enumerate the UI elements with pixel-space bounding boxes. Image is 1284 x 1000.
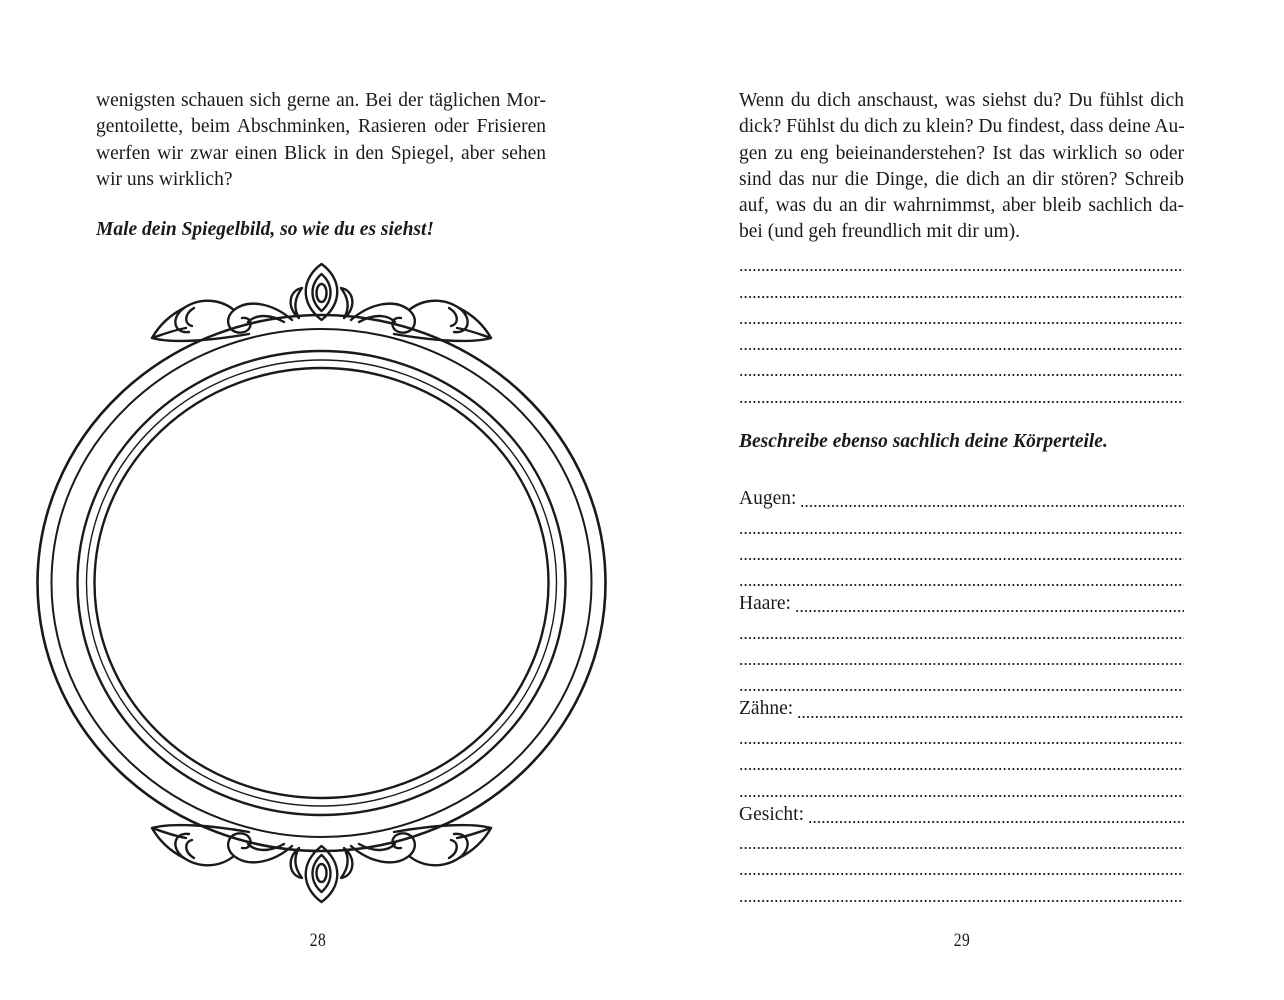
writing-line[interactable]: [739, 565, 1184, 591]
writing-line[interactable]: [739, 539, 1184, 565]
drawing-instruction: Male dein Spiegelbild, so wie du es siehst!: [96, 219, 435, 240]
writing-line[interactable]: [739, 617, 1184, 643]
eyes-field[interactable]: [739, 486, 1184, 512]
paragraph-line: wenigsten schauen sich gerne an. Bei der täglichen Mor-: [96, 90, 546, 111]
paragraph-line: Wenn du dich anschaust, was siehst du? Du fühlst dich: [739, 90, 1184, 111]
paragraph-line: bei (und geh freundlich mit dir um).: [739, 221, 1021, 243]
right-paragraph: [739, 88, 1184, 246]
teeth-label: Zähne:: [739, 698, 794, 720]
writing-line[interactable]: [739, 775, 1184, 801]
writing-line[interactable]: [739, 355, 1184, 381]
writing-line[interactable]: [739, 381, 1184, 407]
hair-label: Haare:: [739, 593, 791, 615]
paragraph-line: auf, was du an dir wahrnimmst, aber bleib sachlich da-: [739, 195, 1184, 217]
paragraph-line: wir uns wirklich?: [96, 168, 233, 190]
left-paragraph: [96, 88, 546, 193]
writing-line[interactable]: [739, 880, 1184, 906]
mirror-frame-illustration: [34, 258, 609, 908]
writing-line[interactable]: [739, 723, 1184, 749]
face-field[interactable]: [739, 802, 1184, 828]
describe-instruction: Beschreibe ebenso sachlich deine Körperteile.: [739, 431, 1108, 452]
face-label: Gesicht:: [739, 803, 804, 825]
writing-line[interactable]: [739, 250, 1184, 276]
hair-field[interactable]: [739, 591, 1184, 617]
paragraph-line: werfen wir zwar einen Blick in den Spiegel, aber sehen: [96, 142, 546, 164]
writing-line[interactable]: [739, 276, 1184, 302]
writing-line[interactable]: [739, 854, 1184, 880]
paragraph-line: gentoilette, beim Abschminken, Rasieren oder Frisieren: [96, 116, 546, 138]
writing-line[interactable]: [739, 670, 1184, 696]
eyes-label: Augen:: [739, 488, 797, 509]
right-page: [642, 0, 1284, 1000]
paragraph-line: sind das nur die Dinge, die dich an dir stören? Schreib: [739, 168, 1184, 190]
writing-lines-general: [739, 250, 1184, 408]
writing-line[interactable]: [739, 749, 1184, 775]
writing-line[interactable]: [739, 512, 1184, 538]
paragraph-line: dick? Fühlst du dich zu klein? Du findest, dass deine Au-: [739, 116, 1185, 138]
writing-lines-body-parts: [739, 486, 1184, 907]
page-number: 28: [309, 930, 327, 951]
paragraph-line: gen zu eng beieinanderstehen? Ist das wirklich so oder: [739, 142, 1184, 164]
page-number: 29: [953, 930, 971, 951]
writing-line[interactable]: [739, 644, 1184, 670]
writing-line[interactable]: [739, 329, 1184, 355]
writing-line[interactable]: [739, 828, 1184, 854]
teeth-field[interactable]: [739, 696, 1184, 722]
writing-line[interactable]: [739, 303, 1184, 329]
